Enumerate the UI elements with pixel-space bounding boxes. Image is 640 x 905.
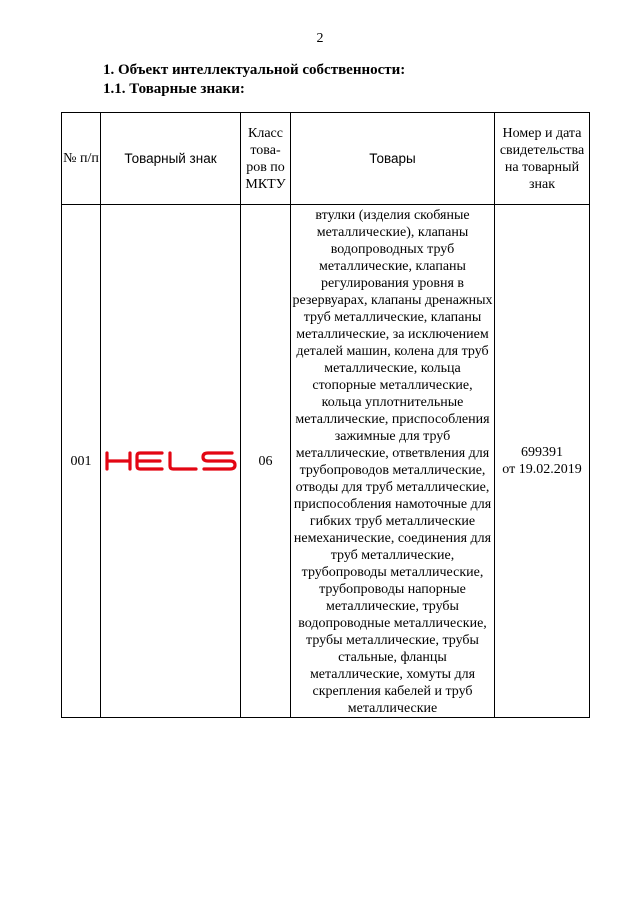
subsection-heading: 1.1. Товарные знаки:: [103, 81, 245, 97]
page-number: 2: [316, 31, 324, 46]
row-goods: втулки (изделия скобяные металлические), клапаны водопроводных труб металлические, клапаны регулирования уровня в резервуарах, клапаны дренажных труб металлические, клапаны металлические, за исключением деталей машин, колена для труб металлические, кольца стопорные металлические, кольца уплотнительные металлические, приспособления зажимные для труб металлические, ответвления для трубопроводов металлические, отводы для труб металлические, приспособления намоточные для гибких труб металлические немеханические, соединения для труб металлические, трубопроводы металлические, трубопроводы напорные металлические, трубы водопроводные металлические, трубы металлические, трубы стальные, фланцы металлические, хомуты для скрепления кабелей и труб металлические: [291, 205, 495, 718]
table-header-row: [62, 113, 590, 205]
trademarks-table: [61, 112, 590, 718]
row-number: 001: [62, 205, 101, 718]
header-registration: Номер и дата свидетельства на товарный знак: [495, 113, 590, 205]
header-class: Класс това-ров по МКТУ: [241, 113, 291, 205]
trademark-cell: [101, 205, 241, 718]
section-heading: 1. Объект интеллектуальной собственности:: [103, 62, 406, 78]
row-registration: [495, 205, 590, 718]
header-trademark: Товарный знак: [101, 113, 241, 205]
row-class: 06: [241, 205, 291, 718]
registration-number: 699391: [521, 445, 563, 460]
header-number: № п/п: [62, 113, 101, 205]
table-row: [62, 205, 590, 718]
header-goods: Товары: [291, 113, 495, 205]
registration-date: от 19.02.2019: [502, 462, 582, 477]
hels-logo: [104, 450, 238, 472]
